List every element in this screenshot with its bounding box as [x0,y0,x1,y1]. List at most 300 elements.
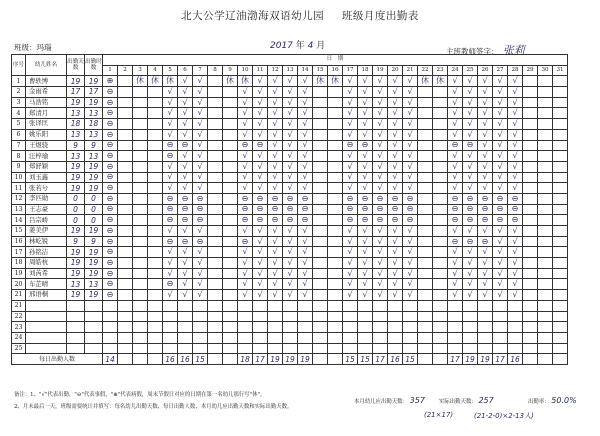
attendance-mark [418,268,433,279]
attendance-mark [133,343,148,354]
attendance-mark [538,183,553,194]
year-suffix: 年 [295,41,305,51]
attendance-mark: √ [478,97,493,108]
attendance-mark [433,226,448,237]
attendance-mark: ⊖ [103,140,118,151]
attendance-mark [313,151,328,162]
attendance-mark [223,322,238,333]
attendance-mark [253,322,268,333]
attendance-mark: √ [508,247,523,258]
daily-total-cell: 17 [493,354,508,365]
attendance-mark [133,172,148,183]
daily-total-cell: 16 [388,354,403,365]
attendance-mark [118,161,133,172]
attendance-mark: ⊖ [253,193,268,204]
attendance-mark: √ [268,108,283,119]
attendance-mark [553,204,568,215]
attendance-mark: √ [193,140,208,151]
attendance-mark [538,279,553,290]
attendance-mark [523,161,538,172]
attendance-mark: ⊖ [463,193,478,204]
due-days-cell: 9 [67,236,85,247]
daily-total-cell [433,354,448,365]
attendance-mark: √ [283,258,298,269]
daily-total-cell: 16 [508,354,523,365]
class-label: 班级：玛瑙 [14,43,52,52]
attendance-mark: √ [373,129,388,140]
attendance-mark [208,215,223,226]
attendance-mark: √ [388,290,403,301]
daily-total-cell: 15 [403,354,418,365]
teacher-label: 主班教师签字： [446,47,499,56]
actual-days-cell: 19 [85,183,103,194]
due-days-cell: 19 [67,290,85,301]
due-days-cell: 19 [67,247,85,258]
attendance-mark: √ [388,119,403,130]
attendance-mark [418,204,433,215]
attendance-mark: √ [448,279,463,290]
attendance-mark [313,183,328,194]
attendance-mark: ⊖ [343,193,358,204]
attendance-mark: √ [388,279,403,290]
attendance-mark: √ [373,76,388,87]
child-name [26,322,67,333]
attendance-mark [133,193,148,204]
row-index: 21 [12,290,26,301]
attendance-mark: √ [298,183,313,194]
attendance-mark [538,129,553,140]
attendance-mark [208,76,223,87]
attendance-mark [313,172,328,183]
child-name [26,332,67,343]
attendance-mark: ⊖ [253,204,268,215]
attendance-mark [553,129,568,140]
attendance-mark [553,119,568,130]
attendance-mark: √ [373,119,388,130]
attendance-mark [418,236,433,247]
attendance-mark: √ [283,236,298,247]
attendance-mark [313,247,328,258]
attendance-mark [223,300,238,311]
attendance-mark [553,343,568,354]
attendance-mark: √ [508,119,523,130]
attendance-mark [418,193,433,204]
attendance-mark [328,97,343,108]
attendance-mark: ⊖ [343,215,358,226]
attendance-mark: ⊖ [103,236,118,247]
due-days-label: 本月幼儿应出勤天数： [354,399,408,405]
attendance-mark: √ [478,183,493,194]
attendance-mark [448,322,463,333]
attendance-mark: √ [448,258,463,269]
attendance-mark: √ [448,108,463,119]
attendance-mark: √ [508,172,523,183]
attendance-mark: √ [238,119,253,130]
attendance-mark: ⊖ [463,204,478,215]
child-name [26,311,67,322]
attendance-mark [418,322,433,333]
attendance-mark [148,343,163,354]
row-index: 23 [12,322,26,333]
daily-total-cell [118,354,133,365]
attendance-mark: √ [193,108,208,119]
table-row [12,247,568,258]
attendance-mark: √ [478,161,493,172]
child-name: 邢语桐 [26,290,67,301]
day-header: 31 [553,65,568,76]
attendance-mark [418,332,433,343]
attendance-mark: √ [253,87,268,98]
attendance-mark [133,204,148,215]
attendance-mark: √ [343,290,358,301]
attendance-mark: √ [253,290,268,301]
attendance-mark [313,108,328,119]
attendance-mark: √ [508,258,523,269]
attendance-mark [208,322,223,333]
attendance-mark [118,300,133,311]
attendance-mark: √ [403,236,418,247]
attendance-mark [148,258,163,269]
month-suffix: 月 [316,41,326,51]
attendance-mark: ⊖ [448,204,463,215]
attendance-mark: √ [298,268,313,279]
daily-total-cell [553,354,568,365]
attendance-mark: ⊖ [193,193,208,204]
table-row [12,108,568,119]
attendance-mark [478,322,493,333]
attendance-mark: √ [283,129,298,140]
attendance-mark: √ [493,76,508,87]
attendance-mark [268,343,283,354]
attendance-mark [523,300,538,311]
attendance-mark [148,300,163,311]
attendance-mark [148,332,163,343]
attendance-mark [118,332,133,343]
attendance-mark: √ [478,247,493,258]
attendance-mark [418,215,433,226]
table-row [12,258,568,269]
attendance-mark: ⊖ [163,193,178,204]
attendance-mark: √ [283,87,298,98]
due-days-cell: 0 [67,204,85,215]
attendance-mark [478,332,493,343]
day-header: 5 [163,65,178,76]
attendance-mark [553,247,568,258]
daily-total-cell: 14 [103,354,118,365]
attendance-mark [418,161,433,172]
attendance-mark: ⊖ [163,151,178,162]
attendance-mark [223,151,238,162]
daily-total-row [12,354,568,365]
attendance-mark: ⊖ [103,172,118,183]
attendance-mark: √ [163,161,178,172]
attendance-mark [433,300,448,311]
attendance-mark: √ [448,268,463,279]
attendance-mark [328,119,343,130]
due-days-cell: 19 [67,183,85,194]
attendance-mark: √ [403,258,418,269]
attendance-mark: √ [493,151,508,162]
attendance-mark: √ [373,268,388,279]
attendance-mark: √ [178,290,193,301]
attendance-mark [313,161,328,172]
daily-total-cell [223,354,238,365]
attendance-mark: √ [178,183,193,194]
attendance-mark [193,343,208,354]
attendance-mark [223,108,238,119]
header-date-group: 日 期 [103,55,568,66]
attendance-mark [118,311,133,322]
attendance-mark [118,193,133,204]
attendance-mark: √ [388,258,403,269]
attendance-mark: √ [463,161,478,172]
attendance-mark [328,300,343,311]
attendance-mark [433,97,448,108]
child-name: 周皓杭 [26,258,67,269]
attendance-mark: √ [403,129,418,140]
attendance-mark [538,172,553,183]
attendance-mark [118,236,133,247]
attendance-mark: √ [358,161,373,172]
day-header: 9 [223,65,238,76]
date-field [270,38,325,51]
attendance-mark: √ [283,119,298,130]
attendance-mark [223,332,238,343]
attendance-mark [133,226,148,237]
attendance-mark [508,311,523,322]
attendance-mark: √ [193,129,208,140]
table-row [12,129,568,140]
attendance-mark: √ [448,183,463,194]
attendance-mark: √ [178,108,193,119]
attendance-mark: √ [358,183,373,194]
row-index: 21 [12,300,26,311]
attendance-mark [538,300,553,311]
attendance-mark: √ [298,151,313,162]
attendance-mark: √ [343,151,358,162]
attendance-mark [493,322,508,333]
attendance-mark: √ [178,172,193,183]
attendance-mark [343,311,358,322]
attendance-mark: ⊖ [508,215,523,226]
table-row [12,343,568,354]
attendance-mark [523,226,538,237]
attendance-mark [553,226,568,237]
attendance-mark [553,76,568,87]
attendance-mark: √ [268,236,283,247]
day-header: 8 [208,65,223,76]
attendance-mark [118,172,133,183]
attendance-mark: √ [163,119,178,130]
attendance-mark: √ [253,268,268,279]
daily-total-cell: 17 [373,354,388,365]
attendance-mark: √ [238,247,253,258]
attendance-mark: √ [478,290,493,301]
day-header: 21 [403,65,418,76]
attendance-mark: √ [463,172,478,183]
attendance-mark: √ [283,247,298,258]
attendance-mark [463,300,478,311]
attendance-mark: √ [298,129,313,140]
table-row [12,140,568,151]
attendance-mark: √ [268,247,283,258]
attendance-mark: √ [253,76,268,87]
attendance-mark [523,279,538,290]
attendance-mark: √ [388,247,403,258]
table-row [12,193,568,204]
attendance-mark: √ [493,97,508,108]
attendance-mark: √ [253,119,268,130]
attendance-mark [118,247,133,258]
attendance-mark: ⊖ [343,204,358,215]
holiday-mark: 休 [238,76,253,87]
actual-days-cell: 0 [85,193,103,204]
attendance-mark [448,300,463,311]
actual-days-value: 257 [478,396,494,405]
attendance-mark: √ [478,268,493,279]
daily-total-cell: 19 [298,354,313,365]
attendance-mark: ⊖ [103,108,118,119]
attendance-mark [103,311,118,322]
attendance-mark: √ [493,129,508,140]
attendance-mark: √ [508,87,523,98]
attendance-mark [118,76,133,87]
attendance-mark: ⊖ [343,140,358,151]
attendance-mark [418,258,433,269]
attendance-mark: √ [298,97,313,108]
daily-total-cell [208,354,223,365]
attendance-mark [553,311,568,322]
attendance-mark [283,322,298,333]
attendance-mark [208,119,223,130]
attendance-mark [358,343,373,354]
day-header: 13 [283,65,298,76]
attendance-mark: √ [373,108,388,119]
attendance-mark [508,332,523,343]
attendance-mark: √ [178,226,193,237]
attendance-mark: ⊖ [193,215,208,226]
attendance-mark: √ [253,226,268,237]
attendance-mark: ⊖ [253,140,268,151]
child-name [26,343,67,354]
child-name [26,300,67,311]
attendance-mark: √ [193,97,208,108]
day-header: 18 [358,65,373,76]
attendance-mark: √ [373,279,388,290]
attendance-mark: √ [163,129,178,140]
holiday-mark: 休 [223,76,238,87]
attendance-mark [313,279,328,290]
attendance-mark [553,300,568,311]
attendance-mark [523,343,538,354]
attendance-mark: ⊖ [478,236,493,247]
attendance-mark [433,247,448,258]
attendance-mark: √ [508,226,523,237]
row-index: 19 [12,268,26,279]
attendance-mark [208,129,223,140]
row-index: 1 [12,76,26,87]
attendance-mark: √ [463,183,478,194]
attendance-mark: √ [193,87,208,98]
attendance-mark [118,290,133,301]
attendance-mark: √ [478,140,493,151]
daily-total-cell: 16 [178,354,193,365]
attendance-mark [208,204,223,215]
attendance-mark [253,332,268,343]
due-days-cell [67,311,85,322]
attendance-mark: √ [358,258,373,269]
due-days-cell: 17 [67,87,85,98]
attendance-mark [433,279,448,290]
attendance-mark [553,161,568,172]
attendance-mark: √ [448,161,463,172]
attendance-mark [538,204,553,215]
attendance-mark [133,183,148,194]
attendance-mark: ⊖ [298,193,313,204]
attendance-mark [343,322,358,333]
attendance-mark: √ [358,279,373,290]
attendance-mark [208,268,223,279]
attendance-mark [463,343,478,354]
attendance-mark [223,215,238,226]
attendance-mark: ⊖ [358,215,373,226]
attendance-mark: √ [283,279,298,290]
attendance-mark: √ [298,161,313,172]
attendance-mark: √ [463,108,478,119]
attendance-mark [553,236,568,247]
attendance-mark [403,343,418,354]
row-index: 20 [12,279,26,290]
attendance-mark: √ [268,87,283,98]
attendance-mark: √ [493,108,508,119]
attendance-mark [118,140,133,151]
day-header: 26 [478,65,493,76]
attendance-mark [178,322,193,333]
attendance-mark [358,300,373,311]
attendance-mark [223,311,238,322]
attendance-mark [223,129,238,140]
attendance-mark: √ [268,119,283,130]
attendance-mark [148,161,163,172]
attendance-mark [208,161,223,172]
attendance-mark [373,332,388,343]
attendance-mark [553,172,568,183]
attendance-mark: ⊖ [178,140,193,151]
attendance-mark [538,236,553,247]
attendance-mark: √ [238,108,253,119]
daily-total-cell: 19 [268,354,283,365]
attendance-mark: √ [463,290,478,301]
attendance-mark [538,87,553,98]
attendance-mark: √ [193,279,208,290]
attendance-mark: √ [403,268,418,279]
attendance-mark [388,311,403,322]
day-header: 24 [448,65,463,76]
attendance-mark [388,322,403,333]
attendance-mark [148,97,163,108]
attendance-mark: √ [403,172,418,183]
day-header: 10 [238,65,253,76]
attendance-mark [538,119,553,130]
actual-days-cell: 9 [85,140,103,151]
attendance-mark [148,183,163,194]
attendance-mark [163,343,178,354]
attendance-mark [328,87,343,98]
attendance-mark [223,279,238,290]
header-due-days: 出勤天数 [67,55,85,76]
attendance-mark [133,258,148,269]
attendance-mark [388,300,403,311]
